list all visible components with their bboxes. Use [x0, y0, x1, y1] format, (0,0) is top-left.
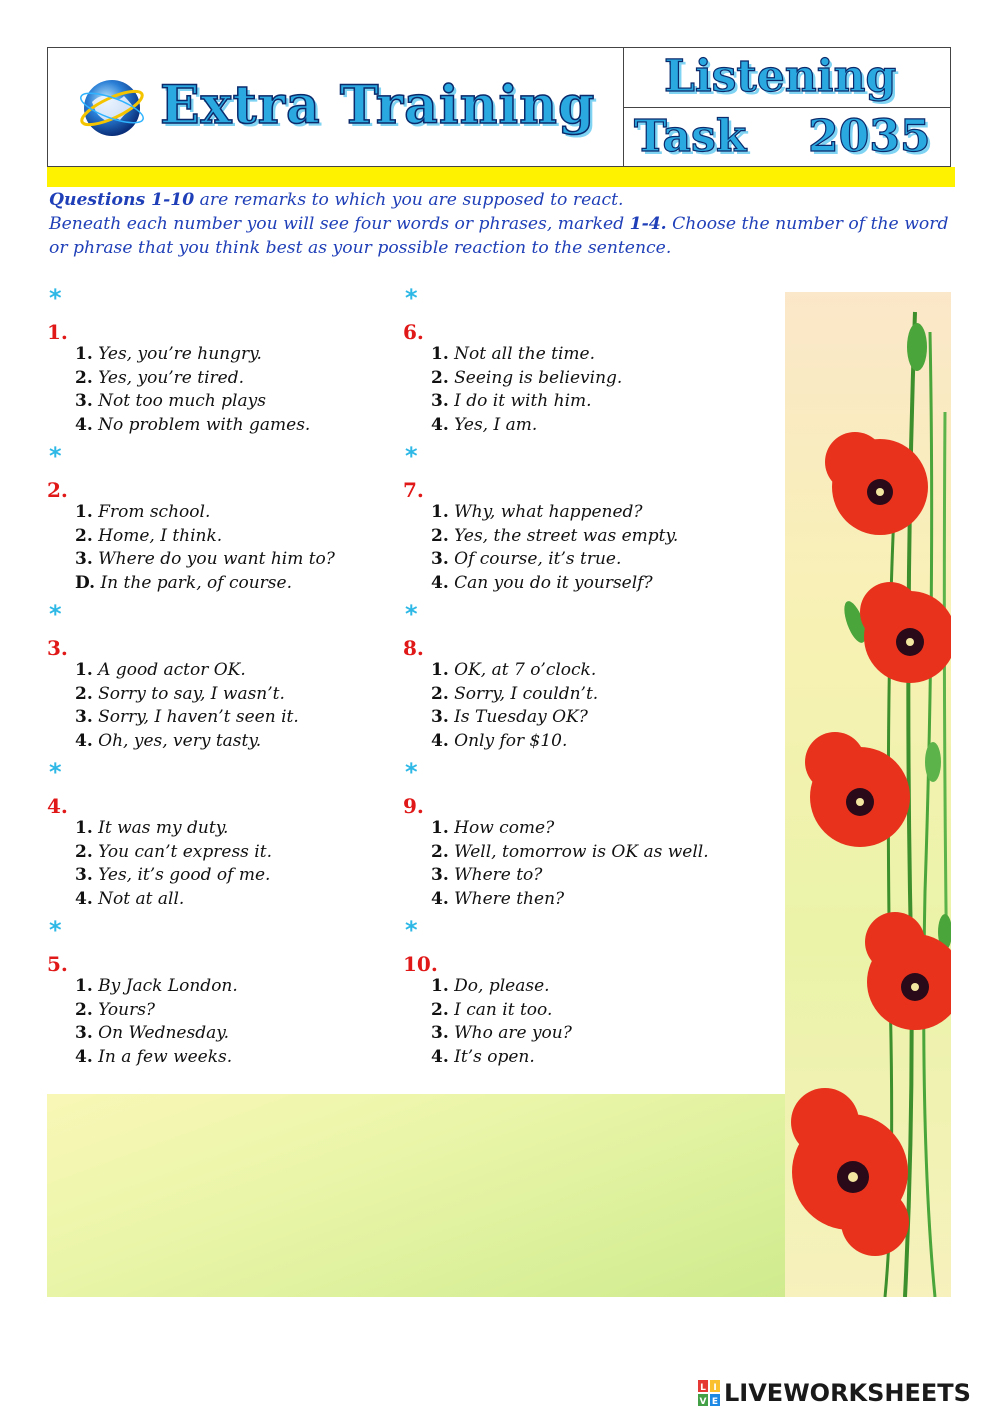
answer-option[interactable]: 4. Not at all.: [75, 888, 185, 909]
answer-option[interactable]: 4. Only for $10.: [431, 730, 568, 751]
badge-letter: V: [699, 1397, 707, 1406]
star-marker: *: [405, 284, 418, 312]
question-number: 1.: [47, 320, 68, 344]
liveworksheets-logo[interactable]: [698, 1378, 971, 1408]
liveworksheets-text: LIVEWORKSHEETS: [724, 1379, 971, 1407]
star-marker: *: [405, 916, 418, 944]
question-number: 7.: [403, 478, 424, 502]
header-title-cell: [48, 48, 624, 166]
star-marker: *: [405, 758, 418, 786]
answer-option[interactable]: 3. I do it with him.: [431, 391, 592, 412]
badge-letter: I: [713, 1383, 717, 1393]
instructions-line2-start: Beneath each number you will see four words or phrases, marked: [49, 214, 630, 234]
answer-option[interactable]: 2. Yours?: [75, 999, 156, 1020]
question-number: 8.: [403, 636, 424, 660]
question-8: [403, 600, 743, 758]
answer-option[interactable]: 4. Yes, I am.: [431, 414, 538, 435]
instructions-line2-rest: Choose the number of the word or phrase that you think best as your possible reaction to the sentence.: [49, 214, 949, 258]
star-marker: *: [49, 758, 62, 786]
question-1: [47, 284, 387, 442]
header-listening: Listening: [664, 51, 897, 102]
answer-option[interactable]: 1. A good actor OK.: [75, 660, 246, 680]
question-2: [47, 442, 387, 600]
globe-icon: [78, 72, 146, 140]
questions-left-column: [47, 284, 387, 1074]
answer-option[interactable]: 3. Of course, it’s true.: [431, 549, 622, 570]
answer-option[interactable]: 3. On Wednesday.: [75, 1023, 229, 1044]
answer-option[interactable]: 4. Oh, yes, very tasty.: [75, 730, 262, 751]
answer-option[interactable]: 3. Who are you?: [431, 1023, 572, 1044]
header-listening-cell: [624, 48, 950, 108]
question-7: [403, 442, 743, 600]
question-6: [403, 284, 743, 442]
answer-option[interactable]: 1. Do, please.: [431, 976, 550, 996]
instructions-question-range: Questions 1-10: [49, 190, 195, 210]
answer-option[interactable]: 4. Can you do it yourself?: [431, 572, 653, 593]
question-number: 10.: [403, 952, 438, 976]
answer-option[interactable]: 4. Where then?: [431, 888, 565, 909]
answer-option[interactable]: 2. I can it too.: [431, 999, 553, 1020]
liveworksheets-badge-icon: [698, 1380, 720, 1406]
answer-option[interactable]: 1. It was my duty.: [75, 818, 229, 838]
worksheet-header: [47, 47, 951, 167]
star-marker: *: [49, 442, 62, 470]
answer-option[interactable]: 3. Sorry, I haven’t seen it.: [75, 707, 299, 728]
answer-option[interactable]: 2. Yes, you’re tired.: [75, 367, 245, 388]
star-marker: *: [405, 600, 418, 628]
question-10: [403, 916, 743, 1074]
star-marker: *: [49, 600, 62, 628]
question-3: [47, 600, 387, 758]
answer-option[interactable]: 1. Yes, you’re hungry.: [75, 344, 262, 364]
question-number: 4.: [47, 794, 68, 818]
answer-option[interactable]: 1. Why, what happened?: [431, 502, 643, 522]
question-number: 2.: [47, 478, 68, 502]
question-number: 9.: [403, 794, 424, 818]
answer-option[interactable]: 4. No problem with games.: [75, 414, 311, 435]
answer-option[interactable]: 1. Not all the time.: [431, 344, 596, 364]
answer-option[interactable]: 4. It’s open.: [431, 1046, 535, 1067]
answer-option[interactable]: 3. Yes, it’s good of me.: [75, 865, 271, 886]
poppy-flowers-image: [785, 292, 951, 1297]
answer-option[interactable]: 3. Is Tuesday OK?: [431, 707, 588, 728]
instructions-marked: 1-4.: [629, 214, 667, 234]
questions-right-column: [403, 284, 743, 1074]
badge-letter: L: [700, 1383, 706, 1393]
question-number: 5.: [47, 952, 68, 976]
answer-option[interactable]: 3. Where to?: [431, 865, 543, 886]
question-number: 3.: [47, 636, 68, 660]
answer-option[interactable]: 2. Sorry, I couldn’t.: [431, 683, 599, 704]
answer-option[interactable]: 2. You can’t express it.: [75, 841, 272, 862]
star-marker: *: [49, 284, 62, 312]
question-4: [47, 758, 387, 916]
question-5: [47, 916, 387, 1074]
answer-option[interactable]: 3. Not too much plays: [75, 391, 266, 412]
answer-option[interactable]: 1. By Jack London.: [75, 976, 238, 996]
star-marker: *: [405, 442, 418, 470]
instructions-line1: are remarks to which you are supposed to react.: [194, 190, 624, 210]
header-task-number: 2035: [808, 111, 931, 162]
answer-option[interactable]: D. In the park, of course.: [75, 572, 292, 593]
answer-option[interactable]: 1. OK, at 7 o’clock.: [431, 660, 597, 680]
answer-option[interactable]: 4. In a few weeks.: [75, 1046, 233, 1067]
star-marker: *: [49, 916, 62, 944]
answer-option[interactable]: 1. How come?: [431, 818, 555, 838]
answer-option[interactable]: 2. Well, tomorrow is OK as well.: [431, 841, 709, 862]
answer-option[interactable]: 2. Yes, the street was empty.: [431, 525, 679, 546]
question-number: 6.: [403, 320, 424, 344]
poppy-illustration: [785, 292, 951, 1297]
pastel-background-bottom: [47, 1094, 790, 1297]
answer-option[interactable]: 2. Sorry to say, I wasn’t.: [75, 683, 285, 704]
answer-option[interactable]: 1. From school.: [75, 502, 211, 522]
instructions: [49, 188, 959, 260]
question-9: [403, 758, 743, 916]
header-task-label: Task: [634, 111, 747, 162]
header-task-cell: [624, 48, 950, 166]
answer-option[interactable]: 2. Seeing is believing.: [431, 367, 623, 388]
badge-letter: E: [711, 1397, 719, 1406]
header-title: Extra Training: [160, 75, 596, 136]
answer-option[interactable]: 2. Home, I think.: [75, 525, 223, 546]
answer-option[interactable]: 3. Where do you want him to?: [75, 549, 335, 570]
yellow-divider: [47, 167, 955, 187]
